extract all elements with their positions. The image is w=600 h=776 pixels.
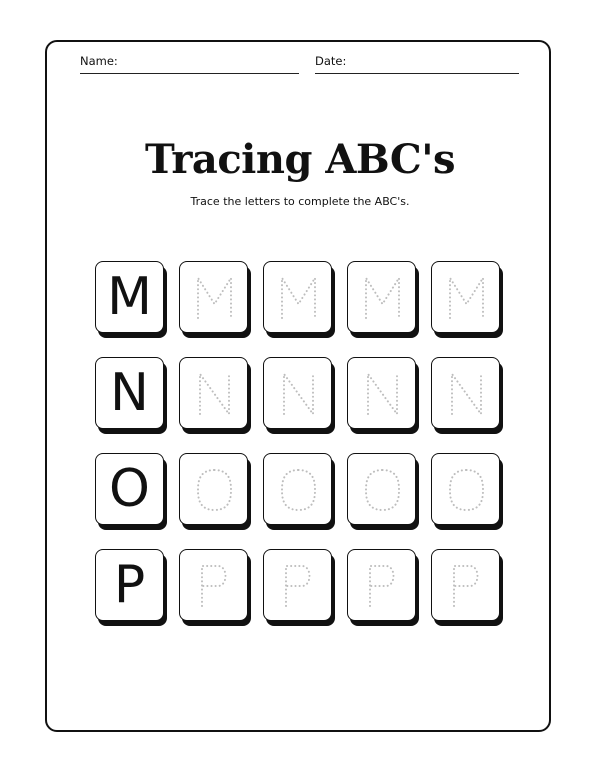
- trace-path-p: [370, 566, 394, 606]
- tile-face[interactable]: [179, 549, 248, 621]
- tile-face[interactable]: [347, 453, 416, 525]
- trace-path-p: [454, 566, 478, 606]
- tile-face[interactable]: [263, 453, 332, 525]
- dotted-letter-guide: [180, 262, 249, 334]
- trace-tile-m: [347, 261, 418, 335]
- dotted-letter-guide: [432, 358, 501, 430]
- tile-face: [95, 453, 164, 525]
- tile-face[interactable]: [431, 453, 500, 525]
- model-letter: M: [107, 267, 152, 327]
- trace-tile-o: [179, 453, 250, 527]
- tile-face[interactable]: [263, 549, 332, 621]
- trace-path-p: [286, 566, 310, 606]
- model-letter: O: [109, 459, 150, 519]
- dotted-letter-guide: [180, 358, 249, 430]
- trace-path-n: [200, 374, 229, 414]
- trace-tile-n: [347, 357, 418, 431]
- dotted-letter-guide: [180, 550, 249, 622]
- dotted-letter-guide: [180, 454, 249, 526]
- dotted-letter-guide: [432, 262, 501, 334]
- dotted-letter-guide: [264, 550, 333, 622]
- tile-face[interactable]: [179, 357, 248, 429]
- trace-path-o: [198, 470, 231, 510]
- model-letter: P: [113, 555, 146, 615]
- trace-path-m: [450, 278, 483, 318]
- trace-tile-m: [431, 261, 502, 335]
- dotted-letter-guide: [264, 358, 333, 430]
- tile-face: [95, 261, 164, 333]
- date-label: Date:: [315, 54, 347, 68]
- trace-tile-p: [263, 549, 334, 623]
- letter-tile-p: [95, 549, 166, 623]
- letter-tile-m: [95, 261, 166, 335]
- tile-face: [95, 549, 164, 621]
- trace-tile-p: [347, 549, 418, 623]
- trace-path-n: [284, 374, 313, 414]
- page-title: Tracing ABC's: [144, 136, 456, 183]
- dotted-letter-guide: [432, 550, 501, 622]
- trace-path-m: [198, 278, 231, 318]
- dotted-letter-guide: [348, 262, 417, 334]
- tile-face[interactable]: [263, 261, 332, 333]
- tile-face[interactable]: [431, 549, 500, 621]
- tile-face[interactable]: [347, 357, 416, 429]
- trace-tile-n: [263, 357, 334, 431]
- model-letter: N: [110, 363, 149, 423]
- trace-tile-n: [431, 357, 502, 431]
- tile-face[interactable]: [347, 261, 416, 333]
- trace-path-m: [366, 278, 399, 318]
- instructions: Trace the letters to complete the ABC's.: [190, 195, 410, 208]
- trace-tile-o: [431, 453, 502, 527]
- letter-tile-n: [95, 357, 166, 431]
- trace-path-n: [368, 374, 397, 414]
- date-field[interactable]: [315, 54, 519, 74]
- trace-tile-p: [431, 549, 502, 623]
- trace-tile-m: [263, 261, 334, 335]
- dotted-letter-guide: [432, 454, 501, 526]
- tracing-grid: [95, 261, 502, 623]
- trace-path-n: [452, 374, 481, 414]
- trace-path-o: [282, 470, 315, 510]
- letter-tile-o: [95, 453, 166, 527]
- trace-tile-m: [179, 261, 250, 335]
- tile-face[interactable]: [179, 453, 248, 525]
- trace-path-o: [366, 470, 399, 510]
- trace-path-o: [450, 470, 483, 510]
- tile-face[interactable]: [431, 357, 500, 429]
- dotted-letter-guide: [348, 454, 417, 526]
- tile-face[interactable]: [179, 261, 248, 333]
- dotted-letter-guide: [264, 454, 333, 526]
- name-field[interactable]: [80, 54, 299, 74]
- trace-path-p: [202, 566, 226, 606]
- dotted-letter-guide: [264, 262, 333, 334]
- dotted-letter-guide: [348, 550, 417, 622]
- tile-face: [95, 357, 164, 429]
- trace-tile-o: [347, 453, 418, 527]
- tile-face[interactable]: [431, 261, 500, 333]
- trace-tile-n: [179, 357, 250, 431]
- trace-path-m: [282, 278, 315, 318]
- trace-tile-o: [263, 453, 334, 527]
- name-label: Name:: [80, 54, 118, 68]
- dotted-letter-guide: [348, 358, 417, 430]
- trace-tile-p: [179, 549, 250, 623]
- tile-face[interactable]: [347, 549, 416, 621]
- tile-face[interactable]: [263, 357, 332, 429]
